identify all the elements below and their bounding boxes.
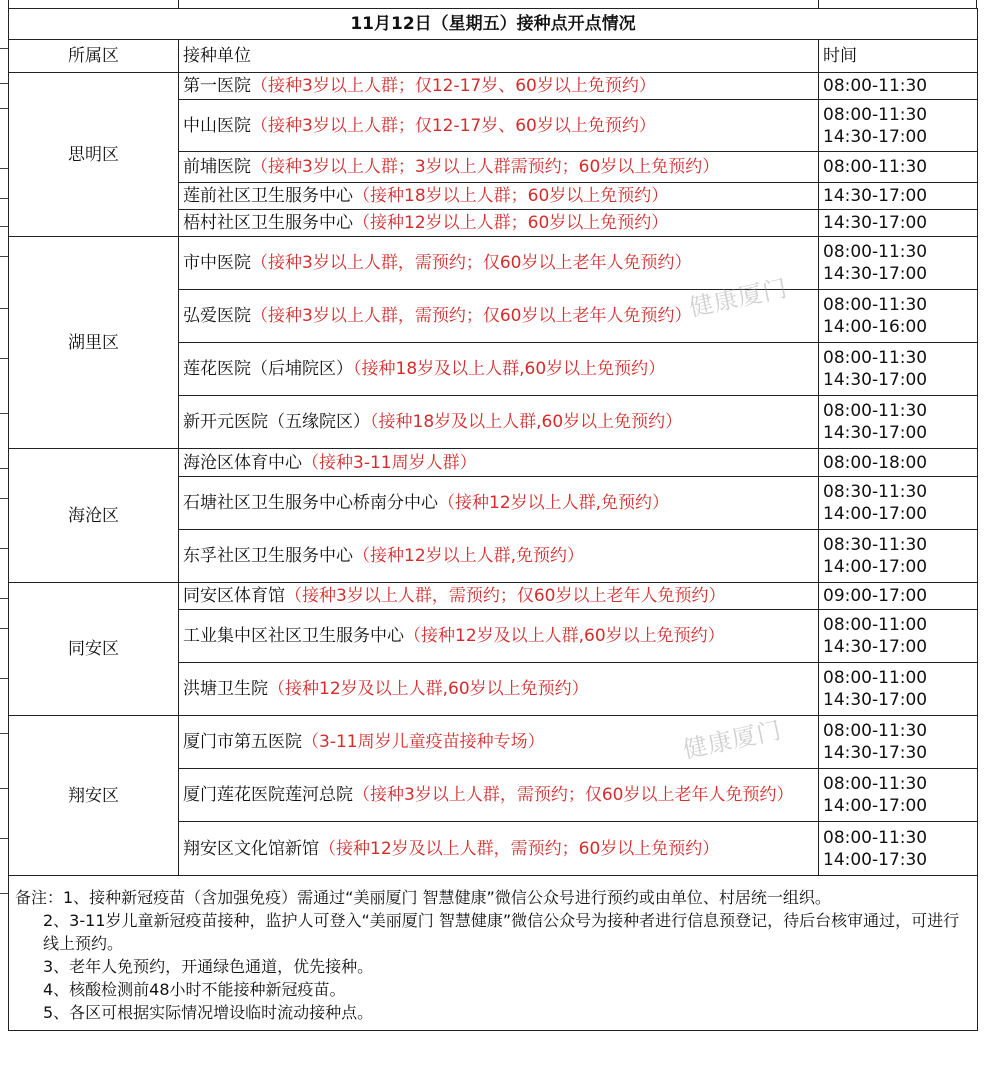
site-eligibility-note: （接种12岁及以上人群,60岁以上免预约） <box>268 679 589 699</box>
site-eligibility-note: （3-11周岁儿童疫苗接种专场） <box>302 732 545 752</box>
time-slot: 14:30-17:00 <box>823 370 928 390</box>
opening-hours <box>819 583 978 610</box>
time-slot: 08:00-11:30 <box>823 348 928 368</box>
vaccination-site <box>179 663 819 716</box>
site-name: 第一医院 <box>183 76 251 96</box>
vaccination-site <box>179 610 819 663</box>
time-slot: 08:00-11:30 <box>823 827 928 848</box>
vaccination-site <box>179 396 819 449</box>
site-eligibility-note: （接种18岁及以上人群,60岁以上免预约） <box>370 412 683 432</box>
district-name: 思明区 <box>9 73 179 237</box>
time-slot: 14:30-17:00 <box>823 690 928 710</box>
table-row <box>9 237 978 290</box>
time-slot: 08:00-18:00 <box>823 452 928 473</box>
time-slot: 08:00-11:30 <box>823 401 928 421</box>
time-slot: 14:30-17:00 <box>823 637 928 657</box>
opening-hours <box>819 663 978 716</box>
vaccination-site <box>179 343 819 396</box>
time-slot: 14:30-17:00 <box>823 264 928 284</box>
watermark-text: 健康厦门 <box>686 273 791 323</box>
time-slot: 14:00-17:00 <box>823 504 928 524</box>
site-name: 工业集中区社区卫生服务中心 <box>183 626 404 646</box>
opening-hours <box>819 449 978 477</box>
site-name: 东孚社区卫生服务中心 <box>183 546 353 566</box>
opening-hours <box>819 237 978 290</box>
table-row <box>9 73 978 100</box>
table-row <box>9 449 978 477</box>
remarks <box>9 876 978 1031</box>
opening-hours <box>819 290 978 343</box>
site-eligibility-note: （接种18岁及以上人群,60岁以上免预约） <box>353 359 666 379</box>
time-slot: 08:00-11:00 <box>823 668 928 688</box>
time-slot: 08:30-11:30 <box>823 535 928 555</box>
district-name: 翔安区 <box>9 716 179 876</box>
site-eligibility-note: （接种3岁以上人群，需预约；仅60岁以上老年人免预约） <box>353 785 794 805</box>
time-slot: 14:30-17:00 <box>823 423 928 443</box>
opening-hours <box>819 822 978 876</box>
site-name: 中山医院 <box>183 115 251 136</box>
vaccination-site <box>179 183 819 210</box>
site-eligibility-note: （接种3岁以上人群，需预约；仅60岁以上老年人免预约） <box>251 253 692 273</box>
site-eligibility-note: （接种12岁及以上人群,60岁以上免预约） <box>404 626 725 646</box>
opening-hours <box>819 210 978 237</box>
time-slot: 08:30-11:30 <box>823 482 928 502</box>
time-slot: 09:00-17:00 <box>823 586 928 606</box>
watermark-text: 健康厦门 <box>680 715 785 765</box>
time-slot: 14:30-17:00 <box>823 186 928 206</box>
site-eligibility-note: （接种12岁以上人群；60岁以上免预约） <box>353 213 669 233</box>
site-eligibility-note: （接种12岁以上人群,免预约） <box>438 493 670 513</box>
opening-hours <box>819 152 978 183</box>
opening-hours <box>819 183 978 210</box>
opening-hours <box>819 716 978 769</box>
site-eligibility-note: （接种18岁以上人群；60岁以上免预约） <box>353 186 669 206</box>
time-slot: 14:30-17:30 <box>823 743 928 763</box>
opening-hours <box>819 530 978 583</box>
remark-2: 2、3-11岁儿童新冠疫苗接种，监护人可登入“美丽厦门 智慧健康”微信公众号为接种者进行信息预登记，待后台核审通过，可进行线上预约。 <box>43 911 960 953</box>
vaccination-site <box>179 210 819 237</box>
site-eligibility-note: （接种3岁以上人群；3岁以上人群需预约；60岁以上免预约） <box>251 157 720 177</box>
opening-hours <box>819 477 978 530</box>
site-name: 厦门市第五医院 <box>183 732 302 752</box>
header-unit: 接种单位 <box>179 40 819 73</box>
remark-3: 3、老年人免预约，开通绿色通道，优先接种。 <box>43 957 374 976</box>
table-title: 11月12日（星期五）接种点开点情况 <box>9 9 978 40</box>
site-name: 石塘社区卫生服务中心桥南分中心 <box>183 493 438 513</box>
site-eligibility-note: （接种3岁以上人群，需预约；仅60岁以上老年人免预约） <box>285 586 726 606</box>
site-name: 梧村社区卫生服务中心 <box>183 213 353 233</box>
time-slot: 14:00-16:00 <box>823 317 928 337</box>
header-district: 所属区 <box>9 40 179 73</box>
time-slot: 08:00-11:30 <box>823 242 928 262</box>
time-slot: 08:00-11:30 <box>823 774 928 794</box>
remark-1: 备注：1、接种新冠疫苗（含加强免疫）需通过“美丽厦门 智慧健康”微信公众号进行预约或由单位、村居统一组织。 <box>15 888 831 907</box>
vaccination-site <box>179 583 819 610</box>
site-name: 弘爱医院 <box>183 306 251 326</box>
vaccination-site <box>179 152 819 183</box>
remark-5: 5、各区可根据实际情况增设临时流动接种点。 <box>43 1003 374 1022</box>
time-slot: 14:00-17:00 <box>823 557 928 577</box>
opening-hours <box>819 769 978 822</box>
district-name: 海沧区 <box>9 449 179 583</box>
table-row <box>9 716 978 769</box>
time-slot: 08:00-11:30 <box>823 104 928 125</box>
previous-table-edge <box>0 0 984 8</box>
site-eligibility-note: （接种12岁及以上人群，需预约；60岁以上免预约） <box>319 838 720 859</box>
district-name: 同安区 <box>9 583 179 716</box>
opening-hours <box>819 73 978 100</box>
time-slot: 14:00-17:30 <box>823 849 928 870</box>
site-name: 前埔医院 <box>183 157 251 177</box>
site-name: 翔安区文化馆新馆 <box>183 838 319 859</box>
vaccination-site <box>179 822 819 876</box>
site-name: 厦门莲花医院莲河总院 <box>183 785 353 805</box>
opening-hours <box>819 343 978 396</box>
table-row <box>9 583 978 610</box>
row-guide-marks <box>0 8 8 1077</box>
header-time: 时间 <box>819 40 978 73</box>
site-eligibility-note: （接种3岁以上人群；仅12-17岁、60岁以上免预约） <box>251 115 656 136</box>
site-eligibility-note: （接种3-11周岁人群） <box>302 452 477 473</box>
vaccination-site <box>179 73 819 100</box>
time-slot: 14:30-17:00 <box>823 213 928 233</box>
site-name: 新开元医院（五缘院区） <box>183 412 370 432</box>
site-name: 海沧区体育中心 <box>183 452 302 473</box>
time-slot: 08:00-11:30 <box>823 76 928 96</box>
time-slot: 08:00-11:30 <box>823 295 928 315</box>
opening-hours <box>819 396 978 449</box>
site-name: 莲前社区卫生服务中心 <box>183 186 353 206</box>
site-name: 市中医院 <box>183 253 251 273</box>
time-slot: 08:00-11:30 <box>823 721 928 741</box>
time-slot: 14:30-17:00 <box>823 126 928 147</box>
opening-hours <box>819 610 978 663</box>
site-name: 同安区体育馆 <box>183 586 285 606</box>
remark-4: 4、核酸检测前48小时不能接种新冠疫苗。 <box>43 980 346 999</box>
vaccination-schedule-table <box>8 8 978 1031</box>
site-eligibility-note: （接种3岁以上人群，需预约；仅60岁以上老年人免预约） <box>251 306 692 326</box>
vaccination-site <box>179 530 819 583</box>
site-eligibility-note: （接种3岁以上人群；仅12-17岁、60岁以上免预约） <box>251 76 656 96</box>
site-name: 洪塘卫生院 <box>183 679 268 699</box>
vaccination-site <box>179 449 819 477</box>
vaccination-site <box>179 769 819 822</box>
time-slot: 14:00-17:00 <box>823 796 928 816</box>
time-slot: 08:00-11:00 <box>823 615 928 635</box>
district-name: 湖里区 <box>9 237 179 449</box>
vaccination-site <box>179 477 819 530</box>
site-eligibility-note: （接种12岁以上人群,免预约） <box>353 546 585 566</box>
site-name: 莲花医院（后埔院区） <box>183 359 353 379</box>
time-slot: 08:00-11:30 <box>823 157 928 177</box>
opening-hours <box>819 100 978 152</box>
vaccination-site <box>179 100 819 152</box>
